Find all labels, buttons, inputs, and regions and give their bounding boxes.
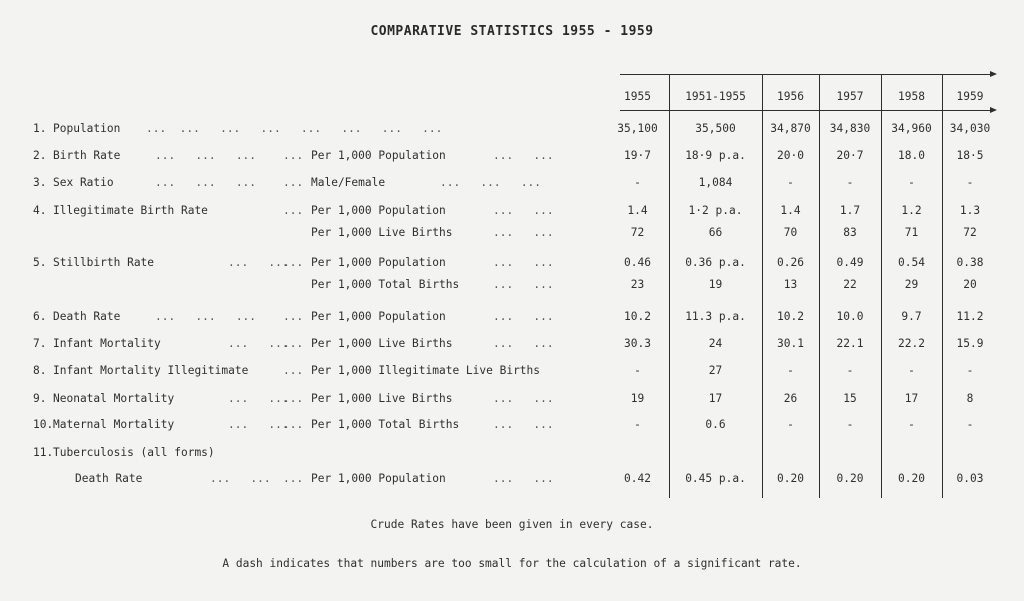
- row-value-1957: 0.49: [836, 256, 864, 269]
- row-unit: Per 1,000 Live Births: [311, 392, 453, 405]
- row-number: 6.: [33, 310, 47, 323]
- row-value-1958: 9.7: [901, 310, 922, 323]
- row-value-1956: 70: [783, 226, 798, 239]
- row-value-1955: 0.46: [624, 256, 651, 269]
- row-value-1958: 0.54: [898, 256, 925, 269]
- row-value-1958: 29: [904, 278, 919, 291]
- row-unit: Per 1,000 Population: [311, 149, 446, 162]
- row-label: Death Rate: [53, 310, 121, 323]
- row-value-1959: -: [966, 364, 974, 377]
- row-unit: Per 1,000 Total Births: [311, 278, 460, 291]
- row-number: 4.: [33, 204, 47, 217]
- row-unit-leader-dots: ... ...: [493, 278, 554, 291]
- row-value-1958: 0.20: [898, 472, 925, 485]
- table-rule-arrow: [990, 71, 997, 77]
- row-value-1959: 18·5: [956, 149, 984, 162]
- row-value-1958: -: [908, 364, 915, 377]
- row-value-1956: 0.20: [777, 472, 804, 485]
- table-header-rule: [620, 110, 990, 111]
- row-value-1955: 30.3: [624, 337, 651, 350]
- row-unit-leader-dots: ... ...: [493, 418, 554, 431]
- row-leader-dots: ...: [283, 472, 304, 485]
- row-value-1951-1955: 35,500: [695, 122, 736, 135]
- row-leader-dots: ...: [283, 176, 304, 189]
- row-unit-leader-dots: ... ... ...: [440, 176, 542, 189]
- row-value-1959: 1.3: [959, 204, 981, 217]
- row-value-1956: 0.26: [777, 256, 804, 269]
- row-value-1958: 1.2: [901, 204, 922, 217]
- row-unit: Per 1,000 Live Births: [311, 226, 453, 239]
- row-value-1956: 34,870: [770, 122, 811, 135]
- row-value-1956: 1.4: [780, 204, 801, 217]
- row-value-1951-1955: 19: [708, 278, 723, 291]
- row-value-1955: 19·7: [624, 149, 651, 162]
- row-value-1951-1955: 0.45 p.a.: [685, 472, 746, 485]
- row-number: 7.: [33, 337, 47, 350]
- row-label: Maternal Mortality: [53, 418, 175, 431]
- row-value-1957: 20·7: [836, 149, 864, 162]
- row-value-1955: 1.4: [627, 204, 648, 217]
- row-value-1958: 22.2: [898, 337, 925, 350]
- row-value-1956: 30.1: [777, 337, 804, 350]
- row-value-1959: -: [966, 176, 974, 189]
- row-value-1957: 0.20: [836, 472, 864, 485]
- row-label: Sex Ratio: [53, 176, 114, 189]
- row-value-1951-1955: 66: [708, 226, 723, 239]
- row-value-1951-1955: 0.36 p.a.: [685, 256, 746, 269]
- row-value-1955: -: [634, 176, 641, 189]
- row-label: Death Rate: [75, 472, 143, 485]
- row-value-1959: 8: [966, 392, 974, 405]
- row-value-1958: 71: [904, 226, 919, 239]
- table-top-rule: [620, 74, 990, 75]
- row-leader-dots: ...: [283, 392, 304, 405]
- footnote-crude-rates: Crude Rates have been given in every case.: [370, 518, 654, 531]
- row-leader-dots: ...: [283, 204, 304, 217]
- row-value-1951-1955: 0.6: [705, 418, 726, 431]
- row-value-1959: 0.38: [956, 256, 984, 269]
- row-unit-leader-dots: ... ...: [493, 337, 554, 350]
- row-unit: Per 1,000 Live Births: [311, 337, 453, 350]
- row-value-1957: -: [846, 418, 854, 431]
- row-number: 5.: [33, 256, 47, 269]
- row-value-1958: 17: [904, 392, 919, 405]
- row-unit-leader-dots: ... ...: [493, 310, 554, 323]
- row-value-1958: -: [908, 176, 915, 189]
- row-unit: Per 1,000 Population: [311, 472, 446, 485]
- column-header-1955: 1955: [624, 90, 651, 103]
- row-value-1951-1955: 27: [708, 364, 723, 377]
- row-value-1957: 1.7: [839, 204, 861, 217]
- row-leader-dots: ... ...: [228, 392, 289, 405]
- row-number: 3.: [33, 176, 47, 189]
- row-number: 10.: [33, 418, 54, 431]
- row-value-1956: -: [787, 418, 794, 431]
- row-value-1956: 20·0: [777, 149, 804, 162]
- row-label: Neonatal Mortality: [53, 392, 175, 405]
- row-unit-leader-dots: ... ...: [493, 226, 554, 239]
- row-value-1955: -: [634, 364, 641, 377]
- column-header-1958: 1958: [898, 90, 925, 103]
- row-label: Illegitimate Birth Rate: [53, 204, 208, 217]
- row-value-1956: -: [787, 176, 794, 189]
- row-value-1957: 15: [843, 392, 857, 405]
- row-leader-dots: ... ...: [228, 337, 289, 350]
- row-leader-dots: ...: [283, 364, 304, 377]
- row-unit: Per 1,000 Population: [311, 310, 446, 323]
- row-unit: Per 1,000 Population: [311, 256, 446, 269]
- row-unit-leader-dots: ... ...: [493, 149, 554, 162]
- column-header-1956: 1956: [777, 90, 804, 103]
- row-value-1955: 10.2: [624, 310, 651, 323]
- row-value-1958: 18.0: [898, 149, 925, 162]
- row-number: 9.: [33, 392, 47, 405]
- row-value-1957: -: [846, 176, 854, 189]
- row-value-1959: 20: [963, 278, 977, 291]
- row-value-1959: 72: [963, 226, 977, 239]
- row-value-1951-1955: 1,084: [698, 176, 733, 189]
- column-header-1951-1955: 1951-1955: [685, 90, 746, 103]
- row-value-1955: 23: [630, 278, 645, 291]
- row-number: 11.: [33, 446, 54, 459]
- row-leader-dots: ...: [283, 256, 304, 269]
- row-value-1956: -: [787, 364, 794, 377]
- row-leader-dots: ... ...: [228, 256, 289, 269]
- row-unit-leader-dots: ... ...: [493, 472, 554, 485]
- row-value-1956: 13: [783, 278, 798, 291]
- row-label: Infant Mortality: [53, 337, 161, 350]
- row-value-1955: 0.42: [624, 472, 651, 485]
- row-value-1959: 34,030: [949, 122, 991, 135]
- row-value-1955: 72: [630, 226, 645, 239]
- row-value-1955: -: [634, 418, 641, 431]
- row-value-1951-1955: 24: [708, 337, 723, 350]
- row-unit: Per 1,000 Illegitimate Live Births: [311, 364, 541, 377]
- row-value-1959: -: [966, 418, 974, 431]
- column-header-1957: 1957: [836, 90, 864, 103]
- row-number: 1.: [33, 122, 47, 135]
- row-leader-dots: ... ...: [228, 418, 289, 431]
- row-leader-dots: ... ... ... ... ... ... ... ...: [146, 122, 443, 135]
- row-unit: Per 1,000 Total Births: [311, 418, 460, 431]
- page-title: COMPARATIVE STATISTICS 1955 - 1959: [370, 24, 654, 39]
- row-number: 8.: [33, 364, 47, 377]
- row-value-1957: 34,830: [829, 122, 871, 135]
- row-value-1956: 10.2: [777, 310, 804, 323]
- row-unit-leader-dots: ... ...: [493, 204, 554, 217]
- row-leader-dots: ...: [283, 337, 304, 350]
- row-unit: Male/Female: [311, 176, 386, 189]
- column-header-1959: 1959: [956, 90, 984, 103]
- row-leader-dots: ...: [283, 149, 304, 162]
- row-unit-leader-dots: ... ...: [493, 392, 554, 405]
- row-value-1957: 83: [843, 226, 857, 239]
- row-leader-dots: ...: [283, 418, 304, 431]
- row-leader-dots: ...: [283, 310, 304, 323]
- row-unit: Per 1,000 Population: [311, 204, 446, 217]
- row-label: Birth Rate: [53, 149, 121, 162]
- row-value-1959: 15.9: [956, 337, 984, 350]
- row-value-1959: 0.03: [956, 472, 984, 485]
- row-value-1957: -: [846, 364, 854, 377]
- row-value-1951-1955: 17: [708, 392, 723, 405]
- row-label: Population: [53, 122, 121, 135]
- row-unit-leader-dots: ... ...: [493, 256, 554, 269]
- row-label: Tuberculosis (all forms): [53, 446, 215, 459]
- row-value-1956: 26: [783, 392, 798, 405]
- row-value-1951-1955: 11.3 p.a.: [685, 310, 746, 323]
- row-value-1957: 10.0: [836, 310, 864, 323]
- row-label: Infant Mortality Illegitimate: [53, 364, 249, 377]
- row-value-1959: 11.2: [956, 310, 984, 323]
- row-value-1958: -: [908, 418, 915, 431]
- row-leader-dots: ... ...: [210, 472, 271, 485]
- row-value-1951-1955: 18·9 p.a.: [685, 149, 746, 162]
- row-value-1957: 22: [843, 278, 857, 291]
- row-leader-dots: ... ... ...: [155, 176, 257, 189]
- row-value-1957: 22.1: [836, 337, 864, 350]
- row-label: Stillbirth Rate: [53, 256, 155, 269]
- footnote-dash-explanation: A dash indicates that numbers are too small for the calculation of a significant rate.: [222, 557, 802, 570]
- row-leader-dots: ... ... ...: [155, 149, 257, 162]
- row-number: 2.: [33, 149, 47, 162]
- row-value-1955: 35,100: [617, 122, 658, 135]
- table-header-rule-arrow: [990, 107, 997, 113]
- row-value-1958: 34,960: [891, 122, 932, 135]
- row-value-1955: 19: [630, 392, 645, 405]
- row-leader-dots: ... ... ...: [155, 310, 257, 323]
- row-value-1951-1955: 1·2 p.a.: [688, 204, 743, 217]
